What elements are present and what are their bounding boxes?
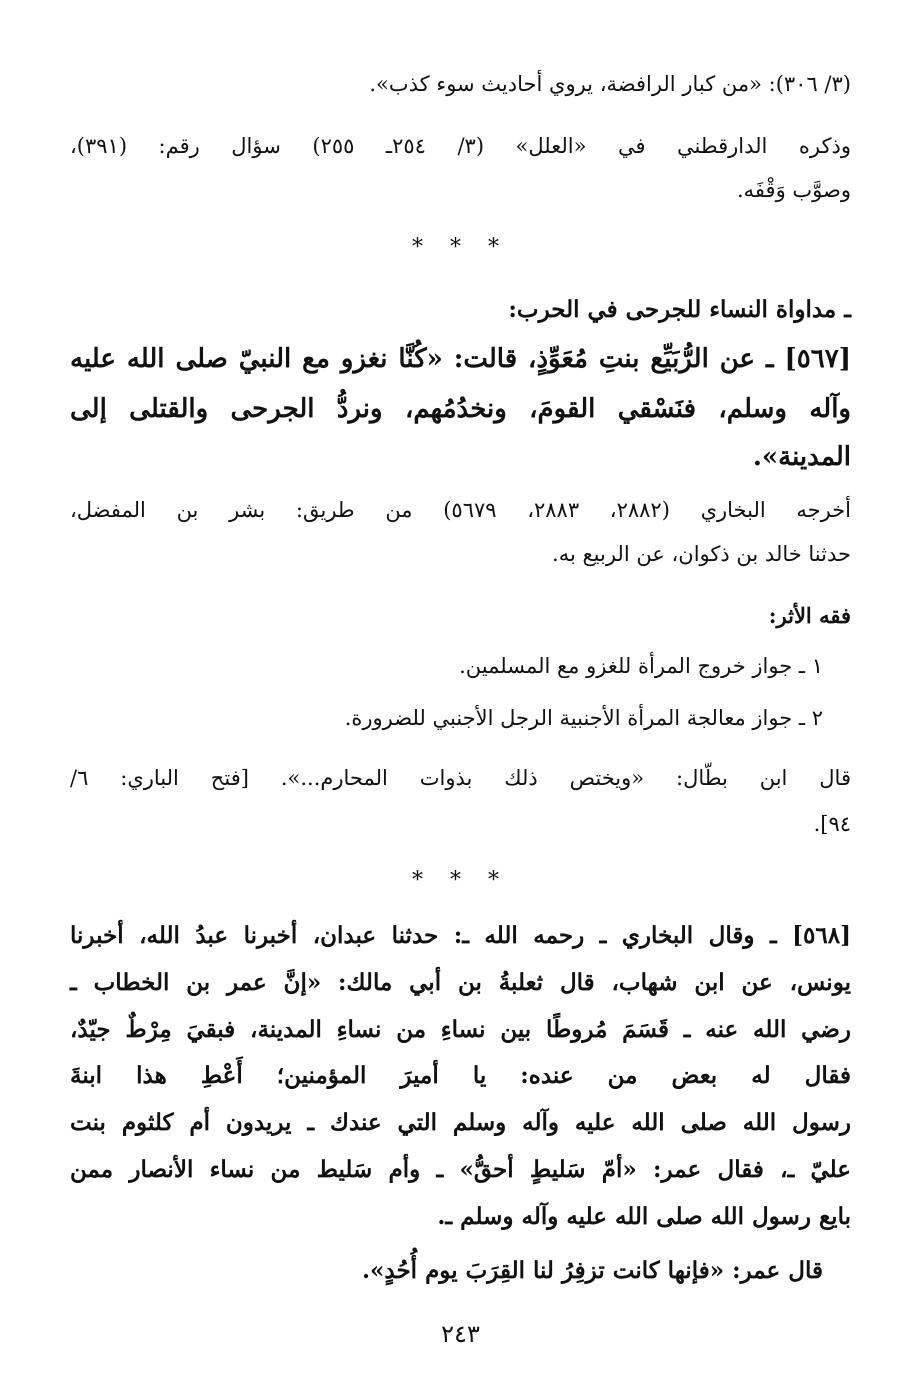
quote-line: ٩٤]. (813, 812, 851, 836)
hadith-line: [٥٦٧] ـ عن الرُّبَيِّع بنتِ مُعَوِّذٍ، قالت: «كُنَّا نغزو مع النبيّ صلى الله عليه (70, 344, 851, 374)
fiqh-point: ٢ ـ جواز معالجة المرأة الأجنبية الرجل الأجنبي للضرورة. (344, 706, 823, 730)
hadith-line: رسول الله صلى الله عليه وآله وسلم التي عندك ـ يريدون أم كلثوم بنت (70, 1109, 852, 1136)
page-number: ٢٤٣ (441, 1320, 480, 1348)
section-heading: ـ مداواة النساء للجرحى في الحرب: (508, 296, 851, 323)
book-page (70, 0, 851, 1396)
hadith-line: [٥٦٨] ـ وقال البخاري ـ رحمه الله ـ: حدثنا عبدان، أخبرنا عبدُ الله، أخبرنا (70, 922, 851, 949)
quote-line: قال ابن بطّال: «ويختص ذلك بذوات المحارم...». [فتح الباري: ٦/ (70, 766, 851, 790)
hadith-line: عليّ ـ، فقال عمر: «أمّ سَليطٍ أحقُّ» ـ وأم سَليط من نساء الأنصار ممن (70, 1156, 851, 1183)
hadith-line: المدينة». (752, 442, 851, 472)
section-separator: * * * (412, 868, 509, 893)
hadith-line: بايع رسول الله صلى الله عليه وآله وسلم ـ. (437, 1203, 851, 1230)
hadith-line: قال عمر: «فإنها كانت تزفِرُ لنا القِرَبَ يوم أُحُدٍ». (362, 1257, 823, 1284)
takhrij-line: حدثنا خالد بن ذكوان، عن الربيع به. (552, 542, 851, 566)
hadith-line: وآله وسلم، فنَسْقي القومَ، ونخدُمُهم، ونردُّ الجرحى والقتلى إلى (70, 394, 851, 424)
footnote-line: وذكره الدارقطني في «العلل» (٣/ ٢٥٤ـ ٢٥٥) سؤال رقم: (٣٩١)، (70, 134, 851, 158)
fiqh-point: ١ ـ جواز خروج المرأة للغزو مع المسلمين. (459, 654, 823, 678)
footnote-line: (٣/ ٣٠٦): «من كبار الرافضة، يروي أحاديث سوء كذب». (369, 72, 851, 96)
footnote-line: وصوَّب وَقْفَه. (736, 178, 851, 202)
section-separator: * * * (412, 235, 509, 260)
fiqh-heading: فقه الأثر: (768, 603, 851, 628)
hadith-line: يونس، عن ابن شهاب، قال ثعلبةُ بن أبي مالك: «إنَّ عمر بن الخطاب ـ (70, 969, 851, 996)
takhrij-line: أخرجه البخاري (٢٨٨٢، ٢٨٨٣، ٥٦٧٩) من طريق: بشر بن المفضل، (70, 498, 851, 522)
hadith-line: رضي الله عنه ـ قَسَمَ مُروطًا بين نساءِ من نساءِ المدينة، فبقيَ مِرْطٌ جيّدٌ، (70, 1016, 851, 1043)
hadith-line: فقال له بعض من عنده: يا أميرَ المؤمنين؛ أَعْطِ هذا ابنةَ (70, 1062, 851, 1089)
